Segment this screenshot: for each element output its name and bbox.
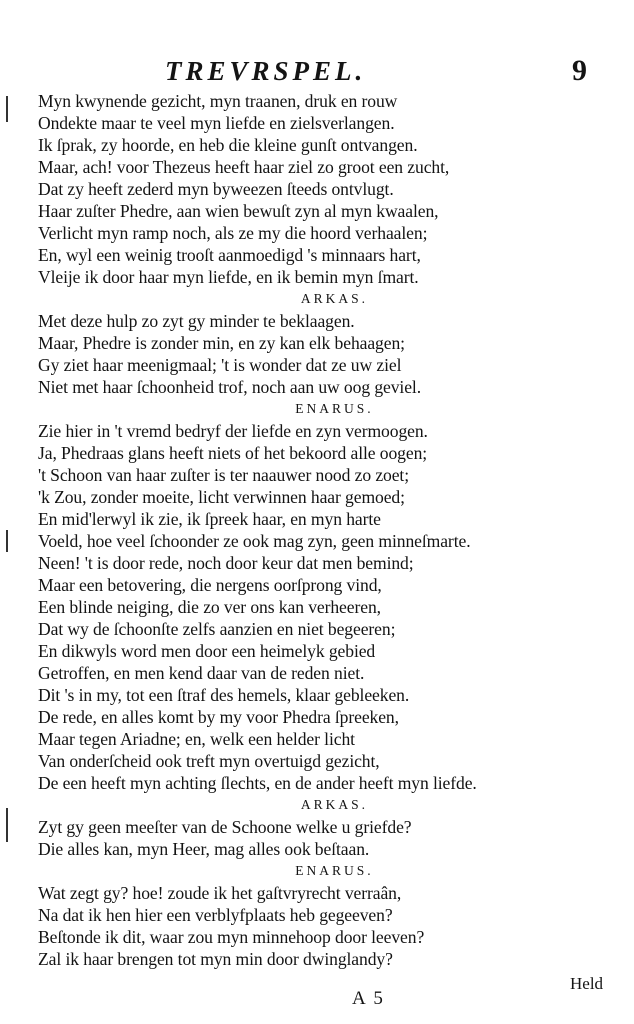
verse-line: En, wyl een weinig trooſt aanmoedigd 's minnaars hart, [38, 245, 421, 265]
verse-line: Zal ik haar brengen tot myn min door dwinglandy? [38, 949, 393, 969]
catchword: Held [570, 974, 604, 993]
speaker-name: ARKAS. [300, 797, 369, 812]
verse-line: Ik ſprak, zy hoorde, en heb die kleine gunſt ontvangen. [38, 135, 418, 155]
verse-line: Wat zegt gy? hoe! zoude ik het gaſtvryrecht verraân, [38, 883, 402, 903]
verse-line: Van onderſcheid ook treft myn overtuigd gezicht, [38, 751, 380, 771]
verse-line: Ja, Phedraas glans heeft niets of het bekoord alle oogen; [38, 443, 428, 463]
verse-line: Na dat ik hen hier een verblyfplaats heb gegeeven? [38, 905, 393, 925]
speaker-name: ENARUS. [295, 401, 374, 416]
verse-line: Haar zuſter Phedre, aan wien bewuſt zyn al myn kwaalen, [38, 201, 439, 221]
verse-line: Die alles kan, myn Heer, mag alles ook beſtaan. [38, 839, 370, 859]
verse-line: Dat zy heeft zederd myn byweezen ſteeds ontvlugt. [38, 179, 394, 199]
verse-line: Getroffen, en men kend daar van de reden niet. [38, 663, 365, 683]
page-number: 9 [572, 54, 587, 87]
page-footer [0, 968, 634, 1024]
verse-text [38, 90, 613, 970]
page-header [0, 52, 634, 92]
running-title: TREVRSPEL. [165, 56, 367, 86]
verse-line: Neen! 't is door rede, noch door keur dat men bemind; [38, 553, 414, 573]
verse-line: Dat wy de ſchoonſte zelfs aanzien en niet begeeren; [38, 619, 396, 639]
verse-line: Met deze hulp zo zyt gy minder te beklaagen. [38, 311, 355, 331]
signature-mark: A 5 [352, 988, 385, 1009]
verse-line: En dikwyls word men door een heimelyk gebied [38, 641, 376, 661]
verse-line: De een heeft myn achting ſlechts, en de ander heeft myn liefde. [38, 773, 477, 793]
verse-line: En mid'lerwyl ik zie, ik ſpreek haar, en myn harte [38, 509, 381, 529]
verse-line: Myn kwynende gezicht, myn traanen, druk en rouw [38, 91, 398, 111]
verse-line: Verlicht myn ramp noch, als ze my die hoord verhaalen; [38, 223, 428, 243]
margin-rule [6, 96, 8, 122]
verse-line: Voeld, hoe veel ſchoonder ze ook mag zyn, geen minneſmarte. [38, 531, 471, 551]
verse-line: Maar, ach! voor Thezeus heeft haar ziel zo groot een zucht, [38, 157, 450, 177]
margin-rule [6, 530, 8, 552]
speaker-name: ARKAS. [300, 291, 369, 306]
verse-line: Beſtonde ik dit, waar zou myn minnehoop door leeven? [38, 927, 425, 947]
speaker-name: ENARUS. [295, 863, 374, 878]
verse-line: Zyt gy geen meeſter van de Schoone welke u griefde? [38, 817, 412, 837]
verse-line: Maar tegen Ariadne; en, welk een helder licht [38, 729, 355, 749]
verse-line: De rede, en alles komt by my voor Phedra ſpreeken, [38, 707, 399, 727]
verse-line: Dit 's in my, tot een ſtraf des hemels, klaar gebleeken. [38, 685, 410, 705]
margin-rule [6, 808, 8, 842]
verse-line: Een blinde neiging, die zo ver ons kan verheeren, [38, 597, 381, 617]
verse-line: Maar een betovering, die nergens oorſprong vind, [38, 575, 382, 595]
verse-line: 'k Zou, zonder moeite, licht verwinnen haar gemoed; [38, 487, 405, 507]
verse-line: Gy ziet haar meenigmaal; 't is wonder dat ze uw ziel [38, 355, 402, 375]
verse-line: Vleije ik door haar myn liefde, en ik bemin myn ſmart. [38, 267, 419, 287]
verse-line: Maar, Phedre is zonder min, en zy kan elk behaagen; [38, 333, 405, 353]
verse-line: Zie hier in 't vremd bedryf der liefde en zyn vermoogen. [38, 421, 428, 441]
verse-line: Ondekte maar te veel myn liefde en zielsverlangen. [38, 113, 395, 133]
verse-line: 't Schoon van haar zuſter is ter naauwer nood zo zoet; [38, 465, 410, 485]
verse-line: Niet met haar ſchoonheid trof, noch aan uw oog geviel. [38, 377, 422, 397]
